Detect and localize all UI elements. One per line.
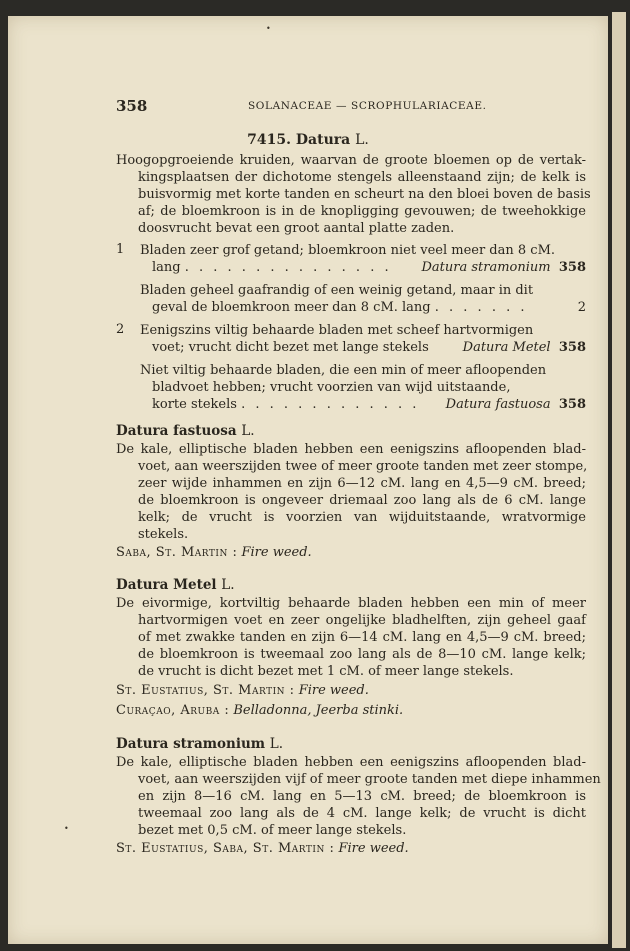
key-lead xyxy=(140,362,586,413)
species-description xyxy=(116,754,601,839)
species-author: L. xyxy=(221,577,235,593)
description-line: de vrucht is dicht bezet met 1 cM. of meer lange stekels. xyxy=(138,664,514,679)
species-heading xyxy=(116,423,255,439)
locality-places: Saba, St. Martin : xyxy=(116,545,238,560)
key-page-ref: 358 xyxy=(558,260,586,275)
locality-places: Curaçao, Aruba : xyxy=(116,703,230,718)
genus-description xyxy=(116,152,591,237)
description-line: voet, aan weerszijden vijf of meer groote tanden met diepe inhammen xyxy=(138,772,601,787)
key-text: voet; vrucht dicht bezet met lange stekels xyxy=(152,340,429,355)
key-page-ref: 358 xyxy=(558,397,586,412)
leader-dots: . . . . . . . xyxy=(434,300,528,315)
description-line: kingsplaatsen der dichotome stengels alleenstaand zijn; de kelk is xyxy=(138,170,586,185)
locality-places: St. Eustatius, St. Martin : xyxy=(116,683,295,698)
description-line: De kale, elliptische bladen hebben een eenigszins afloopenden blad- xyxy=(116,442,586,457)
book-page xyxy=(8,16,608,944)
key-text: korte stekels xyxy=(152,397,237,412)
key-text: bladvoet hebben; vrucht voorzien van wijd uitstaande, xyxy=(152,380,511,395)
book-spine xyxy=(612,12,626,948)
key-text: lang xyxy=(152,260,181,275)
key-couplet-number: 2 xyxy=(116,322,125,337)
description-line: zeer wijde inhammen en zijn 6—12 cM. lang en 4,5—9 cM. breed; xyxy=(138,476,586,491)
description-line: kelk; de vrucht is voorzien van wijduitstaande, wratvormige xyxy=(138,510,586,525)
key-text: Eenigszins viltig behaarde bladen met scheef hartvormigen xyxy=(140,323,534,338)
description-line: buisvormig met korte tanden en scheurt na den bloei boven de basis xyxy=(138,187,591,202)
leader-dots: . . . . . . . . . . . . . . . xyxy=(184,260,392,275)
key-taxon: Datura fastuosa xyxy=(445,397,551,412)
key-lead xyxy=(140,242,586,276)
key-page-ref: 358 xyxy=(558,340,586,355)
speck-mark: • xyxy=(266,24,271,33)
species-description xyxy=(116,595,586,680)
species-name: Datura Metel xyxy=(116,577,217,593)
description-line: en zijn 8—16 cM. lang en 5—13 cM. breed; de bloemkroon is xyxy=(138,789,586,804)
locality-line xyxy=(116,544,312,561)
key-text: Bladen geheel gaafrandig of een weinig getand, maar in dit xyxy=(140,283,534,298)
genus-author: L. xyxy=(355,132,369,148)
description-line: de bloemkroon is tweemaal zoo lang als de 8—10 cM. lange kelk; xyxy=(138,647,586,662)
description-line: hartvormigen voet en zeer ongelijke bladhelften, zijn geheel gaaf xyxy=(138,613,586,628)
species-author: L. xyxy=(269,736,284,752)
leader-dots: . . . . . . . . . . . . . xyxy=(241,397,420,412)
description-line: tweemaal zoo lang als de 4 cM. lange kelk; de vrucht is dicht xyxy=(138,806,586,821)
key-text-line xyxy=(140,259,586,276)
species-name: Datura stramonium xyxy=(116,736,266,752)
key-text-line xyxy=(140,339,586,356)
description-line: stekels. xyxy=(138,527,189,542)
description-line: Hoogopgroeiende kruiden, waarvan de groote bloemen op de vertak- xyxy=(116,153,586,168)
locality-places: St. Eustatius, Saba, St. Martin : xyxy=(116,841,335,856)
key-taxon: Datura Metel xyxy=(462,340,551,355)
locality-line xyxy=(116,682,369,699)
key-text: Bladen zeer grof getand; bloemkroon niet veel meer dan 8 cM. xyxy=(140,243,556,258)
description-line: voet, aan weerszijden twee of meer groote tanden met zeer stompe, xyxy=(138,459,588,474)
description-line: De eivormige, kortviltig behaarde bladen hebben een min of meer xyxy=(116,596,586,611)
common-name: Fire weed. xyxy=(338,841,409,856)
page-number: 358 xyxy=(116,97,148,115)
species-heading xyxy=(116,736,283,752)
description-line: bezet met 0,5 cM. of meer lange stekels. xyxy=(138,823,407,838)
genus-title: 7415. Datura xyxy=(247,132,351,148)
description-line: af; de bloemkroon is in de knopligging gevouwen; de tweehokkige xyxy=(138,204,586,219)
description-line: De kale, elliptische bladen hebben een eenigszins afloopenden blad- xyxy=(116,755,586,770)
key-text-line xyxy=(140,396,586,413)
key-lead xyxy=(140,282,586,316)
key-text: geval de bloemkroon meer dan 8 cM. lang xyxy=(152,300,431,315)
key-text-line xyxy=(140,299,586,316)
species-author: L. xyxy=(241,423,255,439)
locality-line xyxy=(116,702,403,719)
locality-line xyxy=(116,840,409,857)
description-line: de bloemkroon is ongeveer driemaal zoo lang als de 6 cM. lange xyxy=(138,493,586,508)
common-name: Fire weed. xyxy=(298,683,369,698)
common-name: Belladonna, Jeerba stinki. xyxy=(233,703,404,718)
species-description xyxy=(116,441,586,543)
genus-heading xyxy=(8,132,608,148)
key-goto: 2 xyxy=(577,300,586,315)
description-line: doosvrucht bevat een groot aantal platte zaden. xyxy=(138,221,455,236)
species-name: Datura fastuosa xyxy=(116,423,237,439)
common-name: Fire weed. xyxy=(241,545,312,560)
margin-dot: • xyxy=(64,824,69,833)
species-heading xyxy=(116,577,235,593)
key-taxon: Datura stramonium xyxy=(421,260,551,275)
description-line: of met zwakke tanden en zijn 6—14 cM. lang en 4,5—9 cM. breed; xyxy=(138,630,586,645)
key-couplet-number: 1 xyxy=(116,242,125,257)
running-head: SOLANACEAE — SCROPHULARIACEAE. xyxy=(248,100,487,112)
key-text: Niet viltig behaarde bladen, die een min of meer afloopenden xyxy=(140,363,547,378)
key-lead xyxy=(140,322,586,356)
